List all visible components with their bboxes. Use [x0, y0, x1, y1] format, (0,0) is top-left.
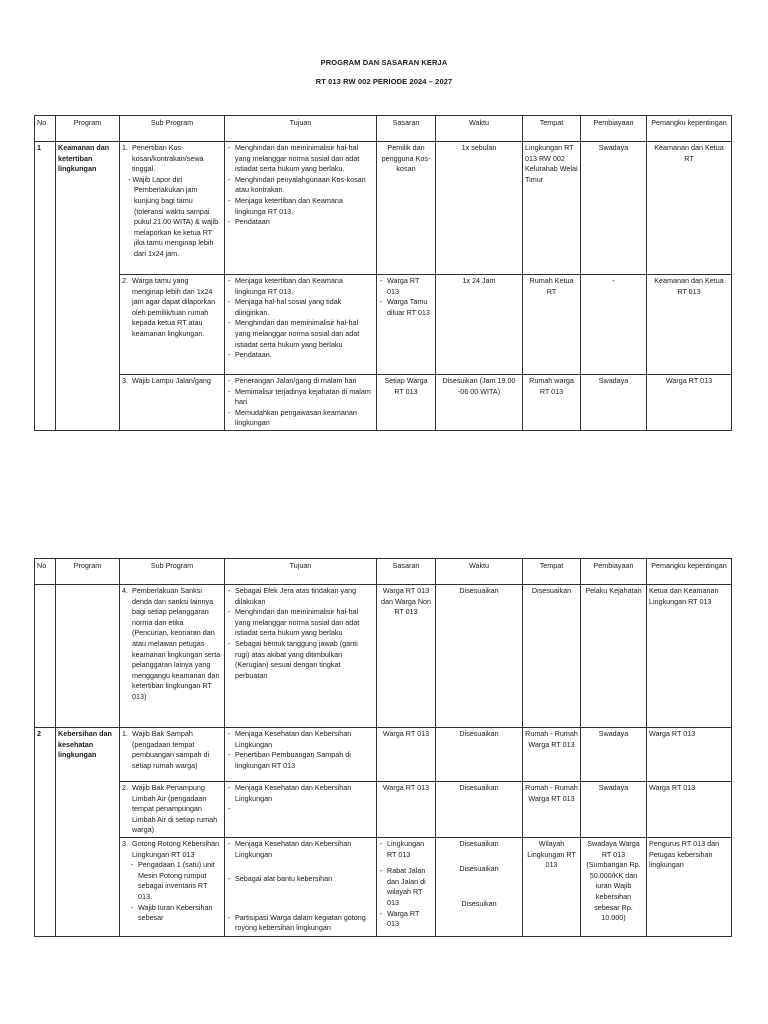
row-pemangku: Warga RT 013 [647, 782, 732, 838]
row-sub-program: 3. Wajib Lampu Jalan/gang [120, 375, 225, 431]
row-tujuan: - Penerangan Jalan/gang di malam hari - Memimalisir terjadinya kejahatan di malam hari - Memudahkan pengawasan keamanan lingkungan [225, 375, 377, 431]
row-tempat: Rumah - Rumah Warga RT 013 [523, 728, 581, 782]
row-no: 1 [35, 142, 56, 431]
row-tempat: Rumah - Rumah Warga RT 013 [523, 782, 581, 838]
row-sub-program: 1. Wajib Bak Sampah (pengadaan tempat pembuangan sampah di setiap rumah warga) [120, 728, 225, 782]
col-header-pemangku: Pemangku kepentingan [647, 116, 732, 142]
col-header-sub-program: Sub Program [120, 116, 225, 142]
row-no: 2 [35, 728, 56, 937]
col-header-program: Program [56, 559, 120, 585]
col-header-no: No [35, 116, 56, 142]
row-pembiayaan: Swadaya [581, 375, 647, 431]
row-pembiayaan: Swadaya [581, 728, 647, 782]
table-header-row [35, 559, 732, 585]
row-no [35, 585, 56, 728]
row-sasaran: - Warga RT 013 - Warga Tamu diluar RT 013 [377, 275, 436, 375]
col-header-tempat: Tempat [523, 559, 581, 585]
row-pembiayaan: Swadaya Warga RT 013 (Sumbangan Rp. 50.000/KK dan iuran Wajib kebersihan sebesar Rp. 10.000) [581, 837, 647, 936]
row-tempat: Rumah warga RT 013 [523, 375, 581, 431]
row-waktu: 1x sebulan [436, 142, 523, 275]
row-pemangku: Keamanan dan Ketua RT [647, 142, 732, 275]
row-sub-program: 2. Wajib Bak Penampung Limbah Air (pengadaan tempat penampungan Limbah Air di setiap rumah warga) [120, 782, 225, 838]
row-pembiayaan: - [581, 275, 647, 375]
program-table-2 [34, 558, 732, 937]
row-program [56, 585, 120, 728]
table-row [35, 275, 732, 375]
table-row [35, 728, 732, 782]
program-table-1 [34, 115, 732, 431]
col-header-tujuan: Tujuan [225, 116, 377, 142]
col-header-waktu: Waktu [436, 559, 523, 585]
col-header-tujuan: Tujuan [225, 559, 377, 585]
row-tujuan: - Menjaga Kesehatan dan Kebersihan Lingkungan - Penertiban Pembuangan Sampah di lingkungan RT 013 [225, 728, 377, 782]
document-title: PROGRAM DAN SASARAN KERJA [320, 58, 448, 67]
row-tempat: Rumah Ketua RT [523, 275, 581, 375]
row-tempat: Wilayah Lingkungan RT 013 [523, 837, 581, 936]
col-header-pembiayaan: Pembiayaan [581, 559, 647, 585]
col-header-tempat: Tempat [523, 116, 581, 142]
row-program: Keamanan dan ketertiban lingkungan [56, 142, 120, 431]
row-waktu: Disesuaikan [436, 728, 523, 782]
row-sub-program: 4. Pemberlakuan Sanksi denda dan sanksi lainnya bagi setiap pelanggaran norma dan etika (Pencurian, keonaran dan atau melawan petugas keamanan lingkungan serta pelanggaran lainya yang menggangu keamanan dan ketertiban lingkungan RT 013) [120, 585, 225, 728]
col-header-sasaran: Sasaran [377, 559, 436, 585]
row-pemangku: Warga RT 013 [647, 375, 732, 431]
row-program: Kebersihan dan kesehatan lingkungan [56, 728, 120, 937]
col-header-pemangku: Pemangku kepentingan [647, 559, 732, 585]
row-sasaran: - Lingkungan RT 013 - Rabat Jalan dan Jalan di wilayah RT 013 - Warga RT 013 [377, 837, 436, 936]
row-waktu: Disesuaikan [436, 782, 523, 838]
row-waktu: 1x 24 Jam [436, 275, 523, 375]
col-header-sub-program: Sub Program [120, 559, 225, 585]
row-pemangku: Ketua dan Keamanan Lingkungan RT 013 [647, 585, 732, 728]
row-sub-program: 2. Warga tamu yang menginap lebih dari 1x24 jam agar dapat dilaporkan oleh pemilik/tuan rumah kepada ketua RT atau keamanan lingkungan. [120, 275, 225, 375]
row-waktu: Disesuaikan Disesuaikan Disesuikan [436, 837, 523, 936]
col-header-waktu: Waktu [436, 116, 523, 142]
row-tempat: Lingkungan RT 013 RW 002 Kelurahab Welai Timur [523, 142, 581, 275]
col-header-pembiayaan: Pembiayaan [581, 116, 647, 142]
row-tujuan: - Menjaga Kesehatan dan Kebersihan Lingkungan - Sebagai alat bantu kebersihan - Partisipasi Warga dalam kegiatan gotong royong kebersihan lingkungan [225, 837, 377, 936]
row-tujuan: - Menghindari dan meminimalisir hal-hal yang melanggar norma sosial dan adat istiadat serta hukum yang berlaku. - Menghindari penyalahgunaan Kos-kosan atau kontrakan. - Menjaga ketertiban dan Keamana lingkunga RT 013. - Pendataan [225, 142, 377, 275]
row-sub-program: 1. Penertiban Kos-kosan/kontrakan/sewa tinggal. - Wajib Lapor diri Pemberlakukan jam kunjung bagi tamu (toleransi waktu sampai pukul 21.00 WITA) & wajib melaporkan ke ketua RT jika tamu menginap lebih dari 1x24 jam. [120, 142, 225, 275]
row-pemangku: Keamanan dan Ketua RT 013 [647, 275, 732, 375]
row-tujuan: - Menjaga ketertiban dan Keamana lingkunga RT 013. - Menjaga hal-hal sosial yang tidak diinginkan. - Menghindari dan meminimalisir hal-hal yang melanggar norma sosial dan adat istiadat serta hukum yang berlaku - Pendataan. [225, 275, 377, 375]
row-sub-program: 3. Gotong Rotong Kebersihan Lingkungan RT 013 - Pengadaan 1 (satu) unit Mesin Potong rumput sebagai inventaris RT 013. - Wajib Iuran Kebersihan sebesar [120, 837, 225, 936]
table-row [35, 782, 732, 838]
row-pembiayaan: Pelaku Kejahatan [581, 585, 647, 728]
row-sasaran: Warga RT 013 dan Warga Non RT 013 [377, 585, 436, 728]
row-pembiayaan: Swadaya [581, 142, 647, 275]
document-subtitle: RT 013 RW 002 PERIODE 2024 – 2027 [315, 77, 453, 86]
table-row [35, 837, 732, 936]
table-row [35, 585, 732, 728]
col-header-program: Program [56, 116, 120, 142]
row-waktu: Disesuikan (Jam 19.00 -06 00 WITA) [436, 375, 523, 431]
row-sasaran: Warga RT 013 [377, 782, 436, 838]
row-tujuan: - Sebagai Efek Jera atas tindakan yang dilakukan - Menghindari dan meminimalisir hal-hal yang melanggar norma sosial dan adat istiadat serta hukum yang berlaku - Sebagai bentuk tanggung jawab (ganti rugi) atas akibat yang ditimbulkan (Kerugian) sesuai dengan tingkat perbuatan [225, 585, 377, 728]
row-sasaran: Setiap Warga RT 013 [377, 375, 436, 431]
row-sasaran: Warga RT 013 [377, 728, 436, 782]
row-waktu: Disesuaikan [436, 585, 523, 728]
col-header-no: No [35, 559, 56, 585]
table-header-row [35, 116, 732, 142]
row-pemangku: Warga RT 013 [647, 728, 732, 782]
table-row [35, 142, 732, 275]
row-tujuan: - Menjaga Kesehatan dan Kebersihan Lingkungan [225, 782, 377, 838]
table-row [35, 375, 732, 431]
row-pemangku: Pengurus RT 013 dan Petugas kebersihan lingkungan [647, 837, 732, 936]
row-tempat: Disesuaikan [523, 585, 581, 728]
row-pembiayaan: Swadaya [581, 782, 647, 838]
col-header-sasaran: Sasaran [377, 116, 436, 142]
row-sasaran: Pemilik dan pengguna Kos-kosan [377, 142, 436, 275]
